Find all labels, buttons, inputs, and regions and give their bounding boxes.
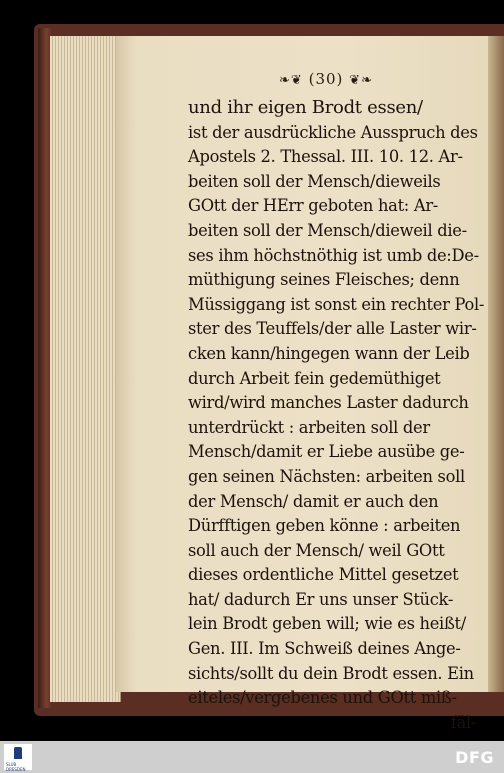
text-line: durch Arbeit fein gedemüthiget bbox=[188, 368, 441, 388]
text-line: Müssiggang ist sonst ein rechter Pol- bbox=[188, 294, 485, 314]
text-line: ses ihm höchstnöthig ist umb de:De- bbox=[188, 245, 479, 265]
text-line: und ihr eigen Brodt essen/ bbox=[188, 97, 423, 118]
text-line: eiteles/vergebenes und GOtt miß- bbox=[188, 688, 457, 708]
text-line: beiten soll der Mensch/dieweil die- bbox=[188, 220, 467, 240]
text-line: soll auch der Mensch/ weil GOtt bbox=[188, 540, 445, 560]
text-line: sichts/sollt du dein Brodt essen. Ein bbox=[188, 663, 474, 683]
text-line: müthigung seines Fleisches; denn bbox=[188, 270, 460, 290]
page-header bbox=[246, 70, 406, 88]
text-line: der Mensch/ damit er auch den bbox=[188, 491, 439, 511]
text-line: gen seinen Nächsten: arbeiten soll bbox=[188, 466, 465, 486]
text-line: Dürfftigen geben könne : arbeiten bbox=[188, 516, 461, 536]
text-line: ster des Teuffels/der alle Laster wir- bbox=[188, 319, 477, 339]
text-line: beiten soll der Mensch/dieweils bbox=[188, 171, 441, 191]
text-line: Mensch/damit er Liebe ausübe ge- bbox=[188, 442, 465, 462]
ornament-right-icon: ❦❧ bbox=[349, 73, 373, 88]
page-stack bbox=[50, 36, 121, 702]
text-line: dieses ordentliche Mittel gesetzet bbox=[188, 565, 459, 585]
page-right-edge bbox=[488, 36, 504, 692]
text-line: Apostels 2. Thessal. III. 10. 12. Ar- bbox=[188, 147, 463, 167]
text-line: lein Brodt geben will; wie es heißt/ bbox=[188, 614, 466, 634]
text-line: wird/wird manches Laster dadurch bbox=[188, 393, 469, 413]
catchword: fäl- bbox=[450, 712, 476, 732]
footer-bar bbox=[0, 741, 504, 773]
text-line: Gen. III. Im Schweiß deines Ange- bbox=[188, 639, 461, 659]
page-number: (30) bbox=[308, 70, 344, 88]
text-line: ist der ausdrückliche Ausspruch des bbox=[188, 122, 478, 142]
text-line: unterdrückt : arbeiten soll der bbox=[188, 417, 430, 437]
ornament-left-icon: ❧❦ bbox=[279, 73, 303, 88]
page-text bbox=[188, 96, 485, 735]
text-line: cken kann/hingegen wann der Leib bbox=[188, 343, 470, 363]
slub-logo-icon[interactable]: SLUB DRESDEN bbox=[4, 744, 32, 770]
dfg-logo: DFG bbox=[455, 748, 494, 767]
text-line: GOtt der HErr geboten hat: Ar- bbox=[188, 196, 439, 216]
text-line: hat/ dadurch Er uns unser Stück- bbox=[188, 589, 454, 609]
